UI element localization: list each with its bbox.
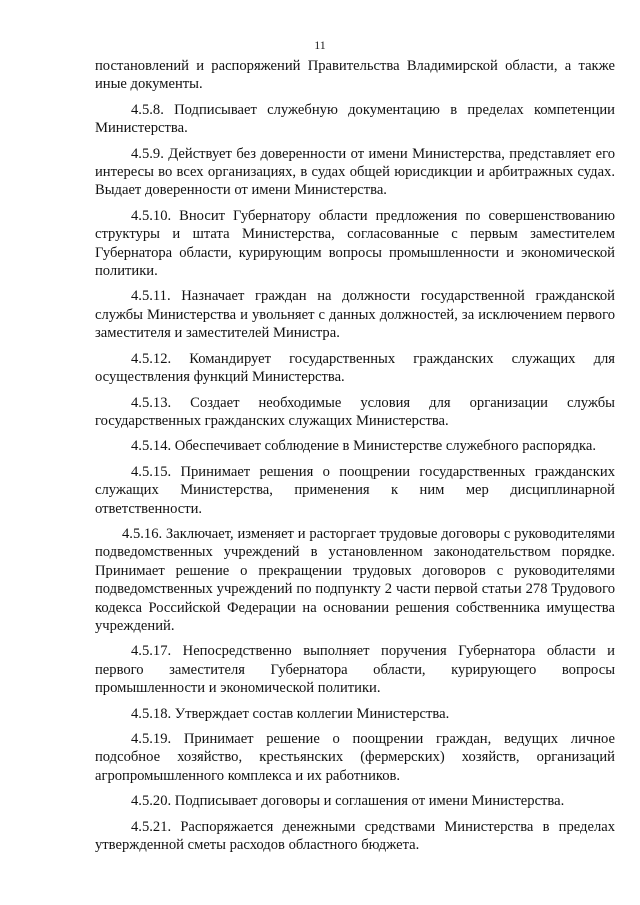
- paragraph-4-5-8: 4.5.8. Подписывает служебную документацию в пределах компетенции Министерства.: [95, 101, 615, 137]
- paragraph-4-5-21: 4.5.21. Распоряжается денежными средствами Министерства в пределах утвержденной сметы расходов областного бюджета.: [95, 818, 615, 854]
- paragraph-4-5-11: 4.5.11. Назначает граждан на должности государственной гражданской службы Министерства и увольняет с данных должностей, за исключением первого заместителя и заместителей Министра.: [95, 288, 615, 342]
- paragraph-4-5-13: 4.5.13. Создает необходимые условия для организации службы государственных гражданских служащих Министерства.: [95, 394, 615, 429]
- paragraph-4-5-15: 4.5.15. Принимает решения о поощрении государственных гражданских служащих Министерства, применения к ним мер дисциплинарной ответственности.: [95, 463, 615, 517]
- paragraph-4-5-19: 4.5.19. Принимает решение о поощрении граждан, ведущих личное подсобное хозяйство, крестьянских (фермерских) хозяйств, организаций агропромышленного комплекса и их работников.: [95, 731, 615, 784]
- page-number: 11: [314, 38, 326, 52]
- document-body: [95, 57, 615, 861]
- paragraph-4-5-9: 4.5.9. Действует без доверенности от имени Министерства, представляет его интересы во всех организациях, в судах общей юрисдикции и арбитражных судах. Выдает доверенности от имени Министерства.: [95, 145, 615, 199]
- paragraph-4-5-17: 4.5.17. Непосредственно выполняет поручения Губернатора области и первого заместителя Губернатора области, курирующего вопросы промышленности и экономической политики.: [95, 643, 615, 697]
- paragraph-4-5-10: 4.5.10. Вносит Губернатору области предложения по совершенствованию структуры и штата Министерства, согласованные с первым заместителем Губернатора области, курирующим вопросы промышленности и экономической политики.: [95, 207, 615, 280]
- paragraph-4-5-12: 4.5.12. Командирует государственных гражданских служащих для осуществления функций Министерства.: [95, 350, 615, 386]
- paragraph-continuation: постановлений и распоряжений Правительства Владимирской области, а также иные документы.: [95, 58, 615, 93]
- paragraph-4-5-14: 4.5.14. Обеспечивает соблюдение в Министерстве служебного распорядка.: [131, 438, 597, 455]
- paragraph-4-5-18: 4.5.18. Утверждает состав коллегии Министерства.: [131, 705, 450, 722]
- paragraph-4-5-16: 4.5.16. Заключает, изменяет и расторгает трудовые договоры с руководителями подведомственных учреждений в установленном законодательством порядке. Принимает решение о прекращении трудовых договоров с руководителями подведомственных учреждений по подпункту 2 части первой статьи 278 Трудового кодекса Российской Федерации на основании решения собственника имущества учреждений.: [95, 525, 615, 634]
- paragraph-4-5-20: 4.5.20. Подписывает договоры и соглашения от имени Министерства.: [131, 793, 565, 810]
